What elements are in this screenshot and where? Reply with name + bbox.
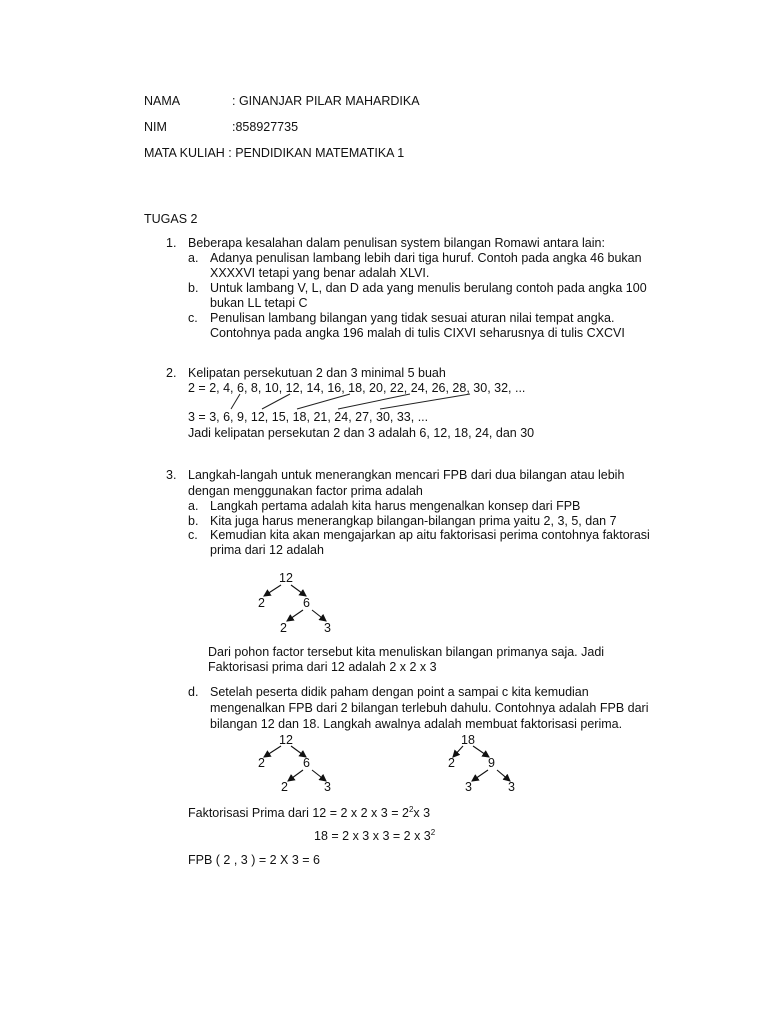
q3-after-tree: Faktorisasi prima dari 12 adalah 2 x 2 x 3 [208, 660, 437, 674]
faktorisasi-12-text: Faktorisasi Prima dari 12 = 2 x 2 x 3 = 2 [188, 806, 409, 820]
q1-item-line: Adanya penulisan lambang lebih dari tiga huruf. Contoh pada angka 46 bukan [210, 251, 642, 265]
q3-b-text: Kita juga harus menerangkap bilangan-bilangan prima yaitu 2, 3, 5, dan 7 [210, 514, 617, 528]
q3-number: 3. [166, 468, 177, 482]
nim-value: :858927735 [232, 120, 299, 134]
q1-item-letter: a. [188, 251, 199, 265]
q3-a-text: Langkah pertama adalah kita harus mengenalkan konsep dari FPB [210, 499, 581, 513]
tree1-arrow [264, 585, 281, 596]
tree2-leaf-right: 3 [324, 780, 331, 794]
q3-d-text: Setelah peserta didik paham dengan point a sampai c kita kemudian [210, 685, 589, 699]
tree3-arrow [453, 746, 463, 757]
tree1-leaf-right: 3 [324, 621, 331, 635]
fpb-result: FPB ( 2 , 3 ) = 2 X 3 = 6 [188, 853, 321, 867]
tree3-arrow [473, 746, 489, 757]
tree3-left: 2 [448, 756, 455, 770]
q2-number: 2. [166, 366, 177, 380]
q2-conclusion: Jadi kelipatan persekutan 2 dan 3 adalah 6, 12, 18, 24, dan 30 [188, 426, 535, 440]
faktorisasi-12-tail: x 3 [413, 806, 431, 820]
page-title: TUGAS 2 [144, 212, 198, 226]
q1-item-line: Penulisan lambang bilangan yang tidak sesuai aturan nilai tempat angka. [210, 311, 615, 325]
tree1-root: 12 [279, 571, 293, 585]
q3-b-letter: b. [188, 514, 199, 528]
tree3-leaf-left: 3 [465, 780, 472, 794]
q1-item-line: Untuk lambang V, L, dan D ada yang menulis berulang contoh pada angka 100 [210, 281, 647, 295]
mata-kuliah: MATA KULIAH : PENDIDIKAN MATEMATIKA 1 [144, 146, 405, 160]
q1-item-letter: b. [188, 281, 199, 295]
tree3-arrow [497, 770, 510, 781]
q3-d-text: bilangan 12 dan 18. Langkah awalnya adalah membuat faktorisasi perima. [210, 717, 623, 731]
q1-item-line: bukan LL tetapi C [210, 296, 308, 310]
q1-item-line: Contohnya pada angka 196 malah di tulis CIXVI seharusnya di tulis CXCVI [210, 326, 625, 340]
q1-item-letter: c. [188, 311, 198, 325]
tree1-left: 2 [258, 596, 265, 610]
tree3-right: 9 [488, 756, 495, 770]
q3-intro: Langkah-langah untuk menerangkan mencari FPB dari dua bilangan atau lebih [188, 468, 625, 482]
q2-intro: Kelipatan persekutuan 2 dan 3 minimal 5 buah [188, 366, 446, 380]
tree3-leaf-right: 3 [508, 780, 515, 794]
tree1-arrow [312, 610, 326, 621]
tree2-arrow [291, 746, 306, 757]
tree1-right: 6 [303, 596, 310, 610]
q1-item-line: XXXXVI tetapi yang benar adalah XLVI. [210, 266, 430, 280]
tree1-leaf-left: 2 [280, 621, 287, 635]
q3-d-letter: d. [188, 685, 199, 699]
q1-intro: Beberapa kesalahan dalam penulisan system bilangan Romawi antara lain: [188, 236, 605, 250]
tree2-arrow [288, 770, 303, 781]
q3-intro: dengan menggunakan factor prima adalah [188, 484, 423, 498]
q3-after-tree: Dari pohon factor tersebut kita menuliskan bilangan primanya saja. Jadi [208, 645, 605, 659]
q1-number: 1. [166, 236, 177, 250]
q3-c-letter: c. [188, 528, 198, 542]
q3-a-letter: a. [188, 499, 199, 513]
tree2-arrow [312, 770, 326, 781]
nim-label: NIM [144, 120, 167, 134]
q3-c-text: Kemudian kita akan mengajarkan ap aitu faktorisasi perima contohnya faktorasi [210, 528, 650, 542]
q3-d-text: mengenalkan FPB dari 2 bilangan terlebuh dahulu. Contohnya adalah FPB dari [210, 701, 649, 715]
tree2-root: 12 [279, 733, 293, 747]
q2-multiples-of-2: 2 = 2, 4, 6, 8, 10, 12, 14, 16, 18, 20, 22, 24, 26, 28, 30, 32, ... [188, 381, 526, 395]
tree1-arrow [287, 610, 303, 621]
q2-multiples-of-3: 3 = 3, 6, 9, 12, 15, 18, 21, 24, 27, 30, 33, ... [188, 410, 429, 424]
tree2-leaf-left: 2 [281, 780, 288, 794]
tree2-arrow [264, 746, 281, 757]
tree3-arrow [472, 770, 488, 781]
tree2-left: 2 [258, 756, 265, 770]
tree1-arrow [291, 585, 306, 596]
faktorisasi-12 [188, 806, 430, 821]
faktorisasi-12-exponent: 2 [408, 804, 414, 814]
faktorisasi-18 [314, 829, 435, 844]
q3-c-text: prima dari 12 adalah [210, 543, 324, 557]
tree3-root: 18 [461, 733, 475, 747]
nama-label: NAMA [144, 94, 181, 108]
faktorisasi-18-exponent: 2 [430, 827, 436, 837]
faktorisasi-18-text: 18 = 2 x 3 x 3 = 2 x 3 [314, 829, 431, 843]
tree2-right: 6 [303, 756, 310, 770]
nama-value: : GINANJAR PILAR MAHARDIKA [232, 94, 420, 108]
